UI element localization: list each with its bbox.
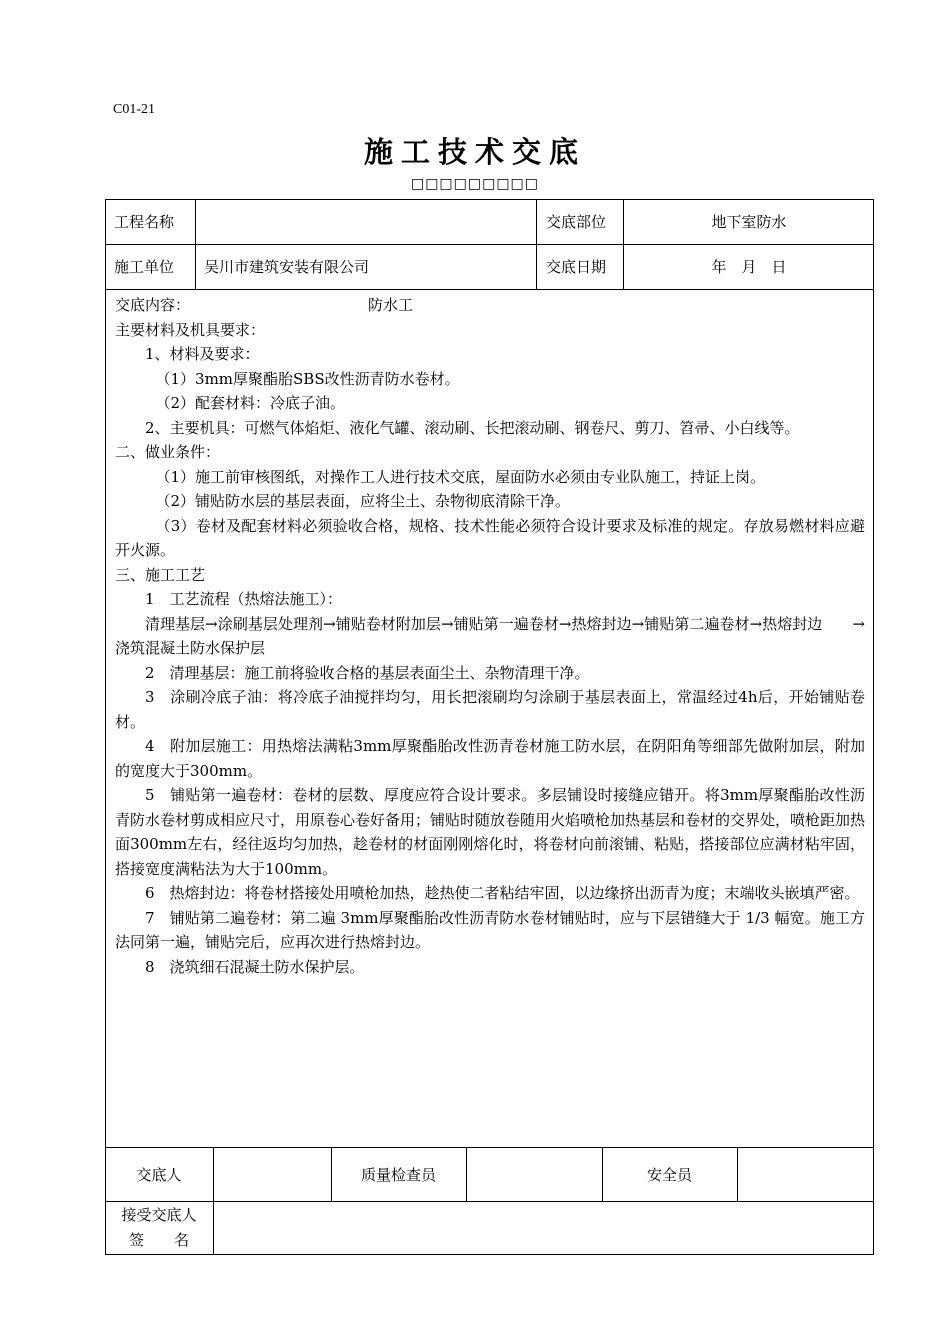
content-line: 7 铺贴第二遍卷材：第二遍 3mm厚聚酯胎改性沥青防水卷材铺贴时，应与下层错缝大于 1/3 幅宽。施工方法同第一遍，铺贴完后，应再次进行热熔封边。	[115, 908, 865, 951]
page-title: 施工技术交底	[363, 135, 586, 169]
content-line: 5 铺贴第一遍卷材：卷材的层数、厚度应符合设计要求。多层铺设时接缝应错开。将3mm厚聚酯胎改性沥青防水卷材剪成相应尺寸，用原卷心卷好备用；铺贴时随放卷随用火焰喷枪加热基层和卷材的交界处，喷枪距加热面300mm左右，经往返均匀加热，趁卷材的材面刚刚熔化时，将卷材向前滚铺、粘贴，搭接部位应满材粘牢固，搭接宽度满粘法为大于100mm。	[115, 786, 866, 878]
col-divider	[195, 199, 196, 289]
date-label: 交底日期	[546, 258, 607, 276]
content-line: （1）施工前审核图纸，对操作工人进行技术交底，屋面防水必须由专业队施工，持证上岗。	[155, 467, 766, 486]
unit-value: 吴川市建筑安装有限公司	[204, 258, 370, 276]
content-line: 三、施工工艺	[115, 565, 206, 584]
content-line: 2 清理基层：施工前将验收合格的基层表面尘土、杂物清理干净。	[145, 663, 590, 682]
content-line: （2）铺贴防水层的基层表面，应将尘土、杂物彻底清除干净。	[155, 492, 571, 510]
date-value: 年 月 日	[711, 258, 787, 276]
content-line: 3 涂刷冷底子油：将冷底子油搅拌均匀，用长把滚刷均匀涂刷于基层表面上，常温经过4h后，开始铺贴卷材。	[115, 688, 865, 731]
quality-inspector-label: 质量检查员	[360, 1165, 436, 1184]
content-line: 6 热熔封边：将卷材搭接处用喷枪加热，趁热使二者粘结牢固，以边缘挤出沥青为度；末端收头嵌填严密。	[145, 884, 860, 902]
discloser-label: 交底人	[136, 1165, 182, 1184]
safety-officer-value	[737, 1147, 874, 1201]
quality-inspector-value	[466, 1147, 602, 1201]
content-line: 二、做业条件：	[115, 443, 221, 461]
intro-value: 防水工	[368, 296, 414, 314]
content-line: 清理基层→涂刷基层处理剂→铺贴卷材附加层→铺贴第一遍卷材→热熔封边→铺贴第二遍卷材→热熔封边 →浇筑混凝土防水保护层	[115, 614, 865, 657]
receiver-label-line2: 签 名	[128, 1231, 189, 1249]
unit-label: 施工单位	[114, 258, 175, 276]
receiver-signature	[213, 1201, 874, 1255]
content-line: 8 浇筑细石混凝土防水保护层。	[145, 957, 365, 976]
receiver-label	[105, 1201, 213, 1255]
content-line: 1 工艺流程（热熔法施工）：	[145, 590, 343, 608]
content-line: 4 附加层施工：用热熔法满粘3mm厚聚酯胎改性沥青卷材施工防水层，在阴阳角等细部先做附加层，附加的宽度大于300mm。	[115, 737, 865, 780]
part-value: 地下室防水	[711, 213, 787, 231]
disclosure-content	[115, 293, 865, 979]
discloser-value	[213, 1147, 331, 1201]
document-code: C01-21	[113, 102, 155, 117]
content-line: （2）配套材料：冷底子油。	[155, 394, 346, 412]
project-name-label: 工程名称	[114, 213, 175, 231]
receiver-label-line1: 接受交底人	[121, 1206, 197, 1224]
part-label: 交底部位	[546, 213, 607, 231]
col-divider	[536, 199, 537, 289]
safety-officer-label: 安全员	[646, 1165, 692, 1184]
content-line: （3）卷材及配套材料必须验收合格，规格、技术性能必须符合设计要求及标准的规定。存放易燃材料应避开火源。	[115, 516, 865, 559]
page-subtitle: □□□□□□□□□	[410, 176, 540, 192]
row-divider	[105, 289, 874, 290]
content-line: （1）3mm厚聚酯胎SBS改性沥青防水卷材。	[155, 369, 460, 388]
content-line: 1、材料及要求：	[145, 345, 260, 363]
intro-label: 交底内容：	[115, 296, 191, 314]
content-line: 2、主要机具：可燃气体焰炬、液化气罐、滚动刷、长把滚动刷、钢卷尺、剪刀、笤帚、小白线等。	[145, 418, 800, 437]
content-line: 主要材料及机具要求：	[115, 320, 266, 339]
content-intro	[115, 293, 865, 318]
